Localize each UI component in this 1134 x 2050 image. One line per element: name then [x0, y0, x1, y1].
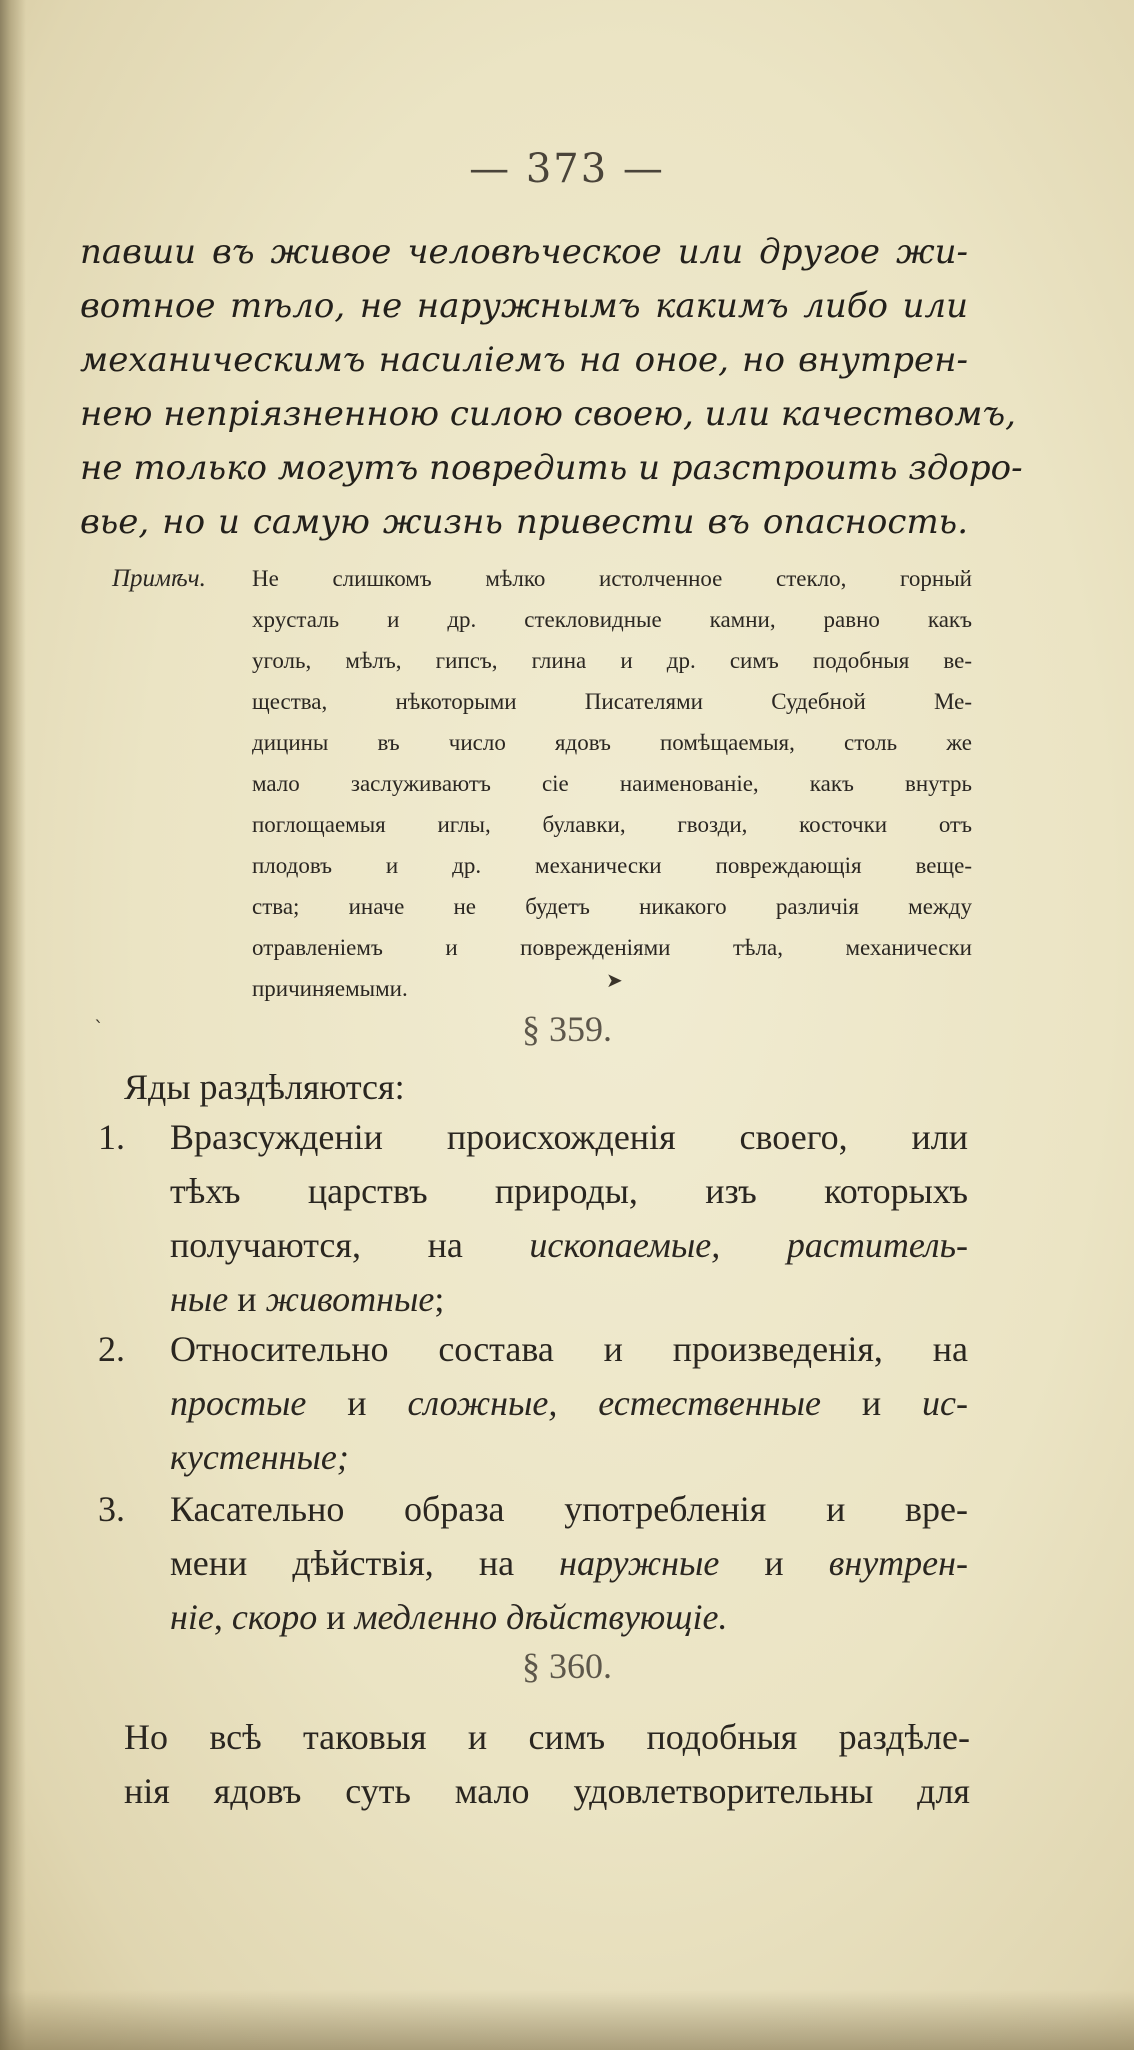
list-body [170, 1482, 968, 1644]
section-intro: Яды раздѣляются: [124, 1067, 405, 1107]
note-line: хрусталь и др. стекловидные камни, равно какъ [252, 607, 972, 632]
text-line: ніе, скоро и медленно дѣйствующіе. [170, 1597, 728, 1637]
text-line: тѣхъ царствъ природы, изъ которыхъ [170, 1171, 968, 1211]
note-line: отравленіемъ и поврежденіями тѣла, механически [252, 935, 972, 960]
note-line: мало заслуживаютъ сіе наименованіе, какъ внутрь [252, 771, 972, 796]
text-line: мени дѣйствія, на наружные и внутрен- [170, 1543, 969, 1583]
text-line: ные и животные; [170, 1279, 445, 1319]
note-line: плодовъ и др. механически повреждающія веще- [252, 853, 972, 878]
note-line: щества, нѣкоторыми Писателями Судебной Ме- [252, 689, 972, 714]
opening-paragraph [80, 225, 1023, 549]
text-line: вотное тѣло, не наружнымъ какимъ либо или [80, 286, 968, 326]
text-line: вье, но и самую жизнь привести въ опасность. [80, 502, 968, 542]
note-line: причиняемыми. [252, 976, 408, 1001]
text-line: кустенные; [170, 1437, 349, 1477]
ink-speck: ➤ [606, 968, 623, 992]
section-heading-360: § 360. [522, 1646, 612, 1686]
list-body [170, 1322, 968, 1484]
text-line: Вразсужденіи происхожденія своего, или [170, 1117, 968, 1157]
text-line: нія ядовъ суть мало удовлетворительны для [124, 1771, 970, 1811]
text-line: павши въ живое человѣческое или другое жи- [80, 232, 968, 272]
note-body [252, 558, 972, 1009]
note-line: поглощаемыя иглы, булавки, гвозди, косточки отъ [252, 812, 972, 837]
text-line: не только могутъ повредить и разстроить здоро- [80, 448, 1023, 488]
text-line: механическимъ насиліемъ на оное, но внутрен- [80, 340, 968, 380]
note-line: дицины въ число ядовъ помѣщаемыя, столь же [252, 730, 972, 755]
text-line: Относительно состава и произведенія, на [170, 1329, 968, 1369]
note-line: Не слишкомъ мѣлко истолченное стекло, горный [252, 566, 972, 591]
note-label: Примѣч. [112, 565, 206, 592]
text-line: Но всѣ таковыя и симъ подобныя раздѣле- [124, 1717, 970, 1757]
section-360-paragraph [124, 1710, 970, 1818]
list-body [170, 1110, 968, 1326]
note-line: уголь, мѣлъ, гипсъ, глина и др. симъ подобныя ве- [252, 648, 972, 673]
note-line: ства; иначе не будетъ никакого различія между [252, 894, 972, 919]
list-number: 3. [98, 1489, 125, 1529]
page-number-header: — 373 — [469, 146, 665, 192]
text-line: простые и сложные, естественные и ис- [170, 1383, 969, 1423]
section-heading-359: § 359. [522, 1009, 612, 1049]
text-line: получаются, на ископаемые, раститель- [170, 1225, 968, 1265]
list-number: 2. [98, 1329, 125, 1369]
text-line: Касательно образа употребленія и вре- [170, 1489, 968, 1529]
list-number: 1. [98, 1117, 125, 1157]
text-line: нею непріязненною силою своею, или качествомъ, [80, 394, 1016, 434]
ink-speck: ` [94, 1016, 104, 1040]
